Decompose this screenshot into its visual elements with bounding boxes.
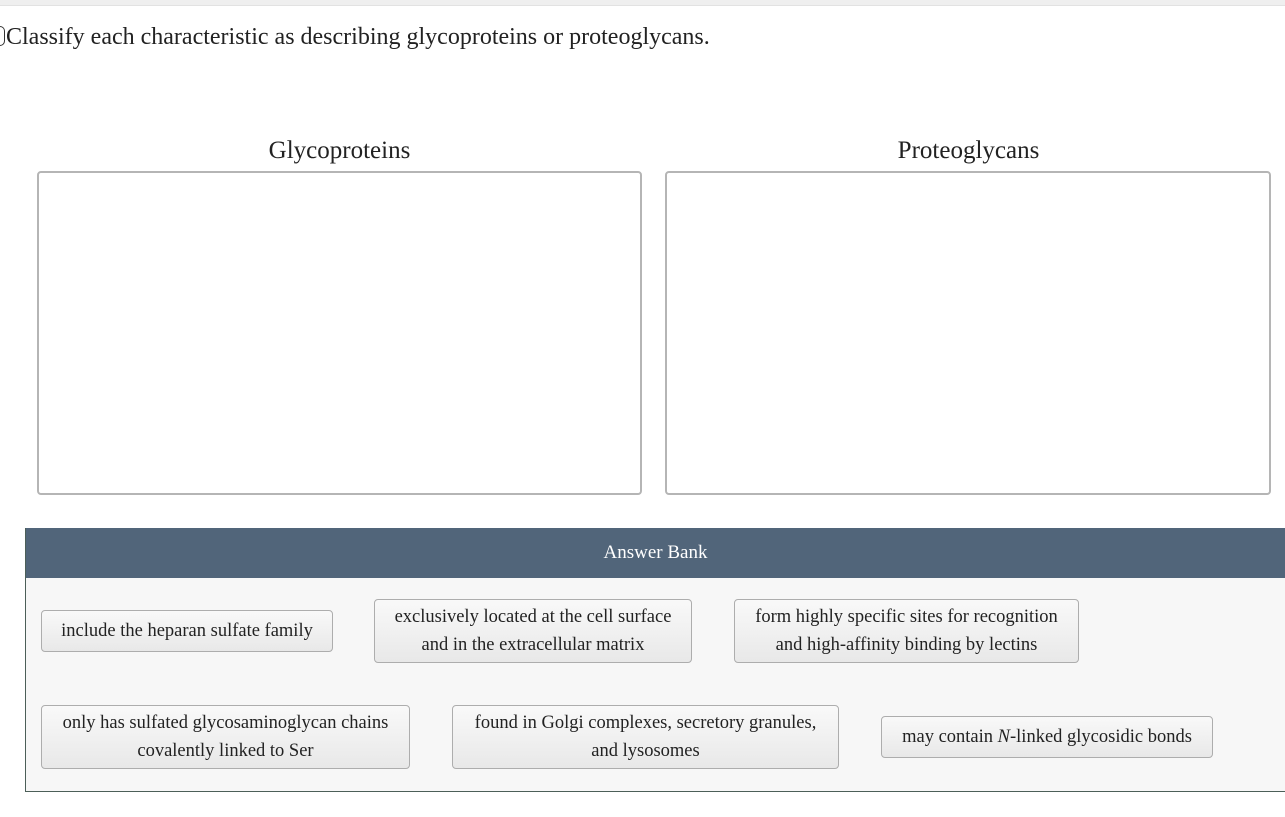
- answer-bank: [25, 528, 1285, 792]
- card-text: may contain N-linked glycosidic bonds: [902, 727, 1192, 747]
- answer-card-sulfated-gag[interactable]: [41, 705, 410, 769]
- answer-bank-header: Answer Bank: [26, 528, 1285, 578]
- card-text: exclusively located at the cell surface and in the extracellular matrix: [394, 607, 672, 655]
- question-text: Classify each characteristic as describing glycoproteins or proteoglycans.: [6, 24, 710, 50]
- card-text: found in Golgi complexes, secretory granules, and lysosomes: [474, 713, 817, 761]
- answer-card-n-linked[interactable]: [881, 716, 1213, 758]
- bin-title-proteoglycans: Proteoglycans: [897, 137, 1040, 164]
- question-prompt: [0, 22, 710, 52]
- answer-card-cell-surface[interactable]: [374, 599, 692, 663]
- top-divider: [0, 0, 1285, 6]
- card-text: form highly specific sites for recognition and high-affinity binding by lectins: [755, 607, 1058, 655]
- drop-zone-proteoglycans[interactable]: [665, 171, 1271, 495]
- answer-card-golgi-lysosomes[interactable]: [452, 705, 839, 769]
- answer-card-lectin-binding[interactable]: [734, 599, 1079, 663]
- drop-zone-glycoproteins[interactable]: [37, 171, 642, 495]
- answer-card-heparan-sulfate[interactable]: [41, 610, 333, 652]
- card-text: only has sulfated glycosaminoglycan chains covalently linked to Ser: [62, 713, 389, 761]
- card-text: include the heparan sulfate family: [61, 621, 313, 641]
- bin-title-glycoproteins: Glycoproteins: [268, 137, 411, 164]
- bullet-icon: [0, 26, 5, 46]
